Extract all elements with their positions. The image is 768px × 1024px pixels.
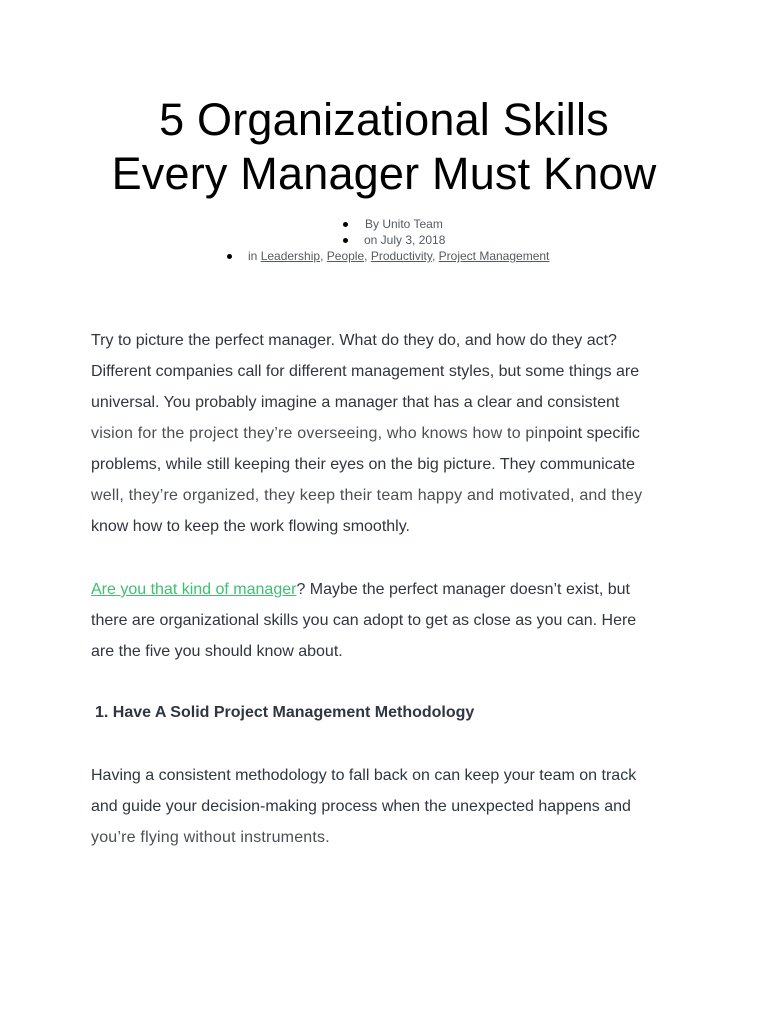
paragraph-line: ? Maybe the perfect manager doesn’t exist, but [296,581,630,598]
kind-of-manager-link[interactable]: Are you that kind of manager [91,581,297,598]
bullet-icon [343,222,348,227]
paragraph-line: vision for the project they’re overseeing, who knows how to pin [91,425,548,442]
paragraph-line: Having a consistent methodology to fall back on can keep your team on track [91,767,637,784]
category-separator: , [364,249,368,263]
category-link-productivity[interactable]: Productivity [370,249,432,263]
meta-categories-item [0,248,768,264]
meta-date: on July 3, 2018 [364,233,446,247]
meta-author-item [0,216,768,232]
title-line-1: 5 Organizational Skills [159,94,609,145]
category-separator: , [431,249,436,263]
meta-date-item [0,232,768,248]
paragraph-line: are the five you should know about. [91,643,343,660]
paragraph-line: you’re flying without instruments. [91,829,330,846]
category-link-leadership[interactable]: Leadership [260,249,321,263]
paragraph-intro [91,325,691,542]
category-separator: , [320,249,324,263]
category-link-project-management[interactable]: Project Management [438,249,550,263]
paragraph-line: know how to keep the work flowing smoothly. [91,518,410,535]
paragraph-kind-of-manager [91,574,691,667]
article-title [40,93,728,201]
category-link-people[interactable]: People [326,249,365,263]
title-line-2: Every Manager Must Know [111,148,657,199]
paragraph-line: there are organizational skills you can adopt to get as close as you can. Here [91,612,637,629]
paragraph-line: Try to picture the perfect manager. What do they do, and how do they act? [91,332,617,349]
paragraph-line: well, they’re organized, they keep their team happy and motivated, and they [91,487,643,504]
bullet-icon [227,254,232,259]
paragraph-line: point specific [547,425,640,442]
meta-author: By Unito Team [365,217,443,231]
section-heading-1: 1. Have A Solid Project Management Methodology [95,704,475,721]
paragraph-line: problems, while still keeping their eyes on the big picture. They communicate [91,456,635,473]
bullet-icon [343,238,348,243]
article-meta-list [0,216,768,264]
paragraph-methodology [91,760,691,853]
paragraph-line: Different companies call for different management styles, but some things are [91,363,640,380]
paragraph-line: universal. You probably imagine a manager that has a clear and consistent [91,394,620,411]
paragraph-line: and guide your decision-making process when the unexpected happens and [91,798,631,815]
meta-in-label: in [248,249,258,263]
meta-categories [248,248,549,264]
